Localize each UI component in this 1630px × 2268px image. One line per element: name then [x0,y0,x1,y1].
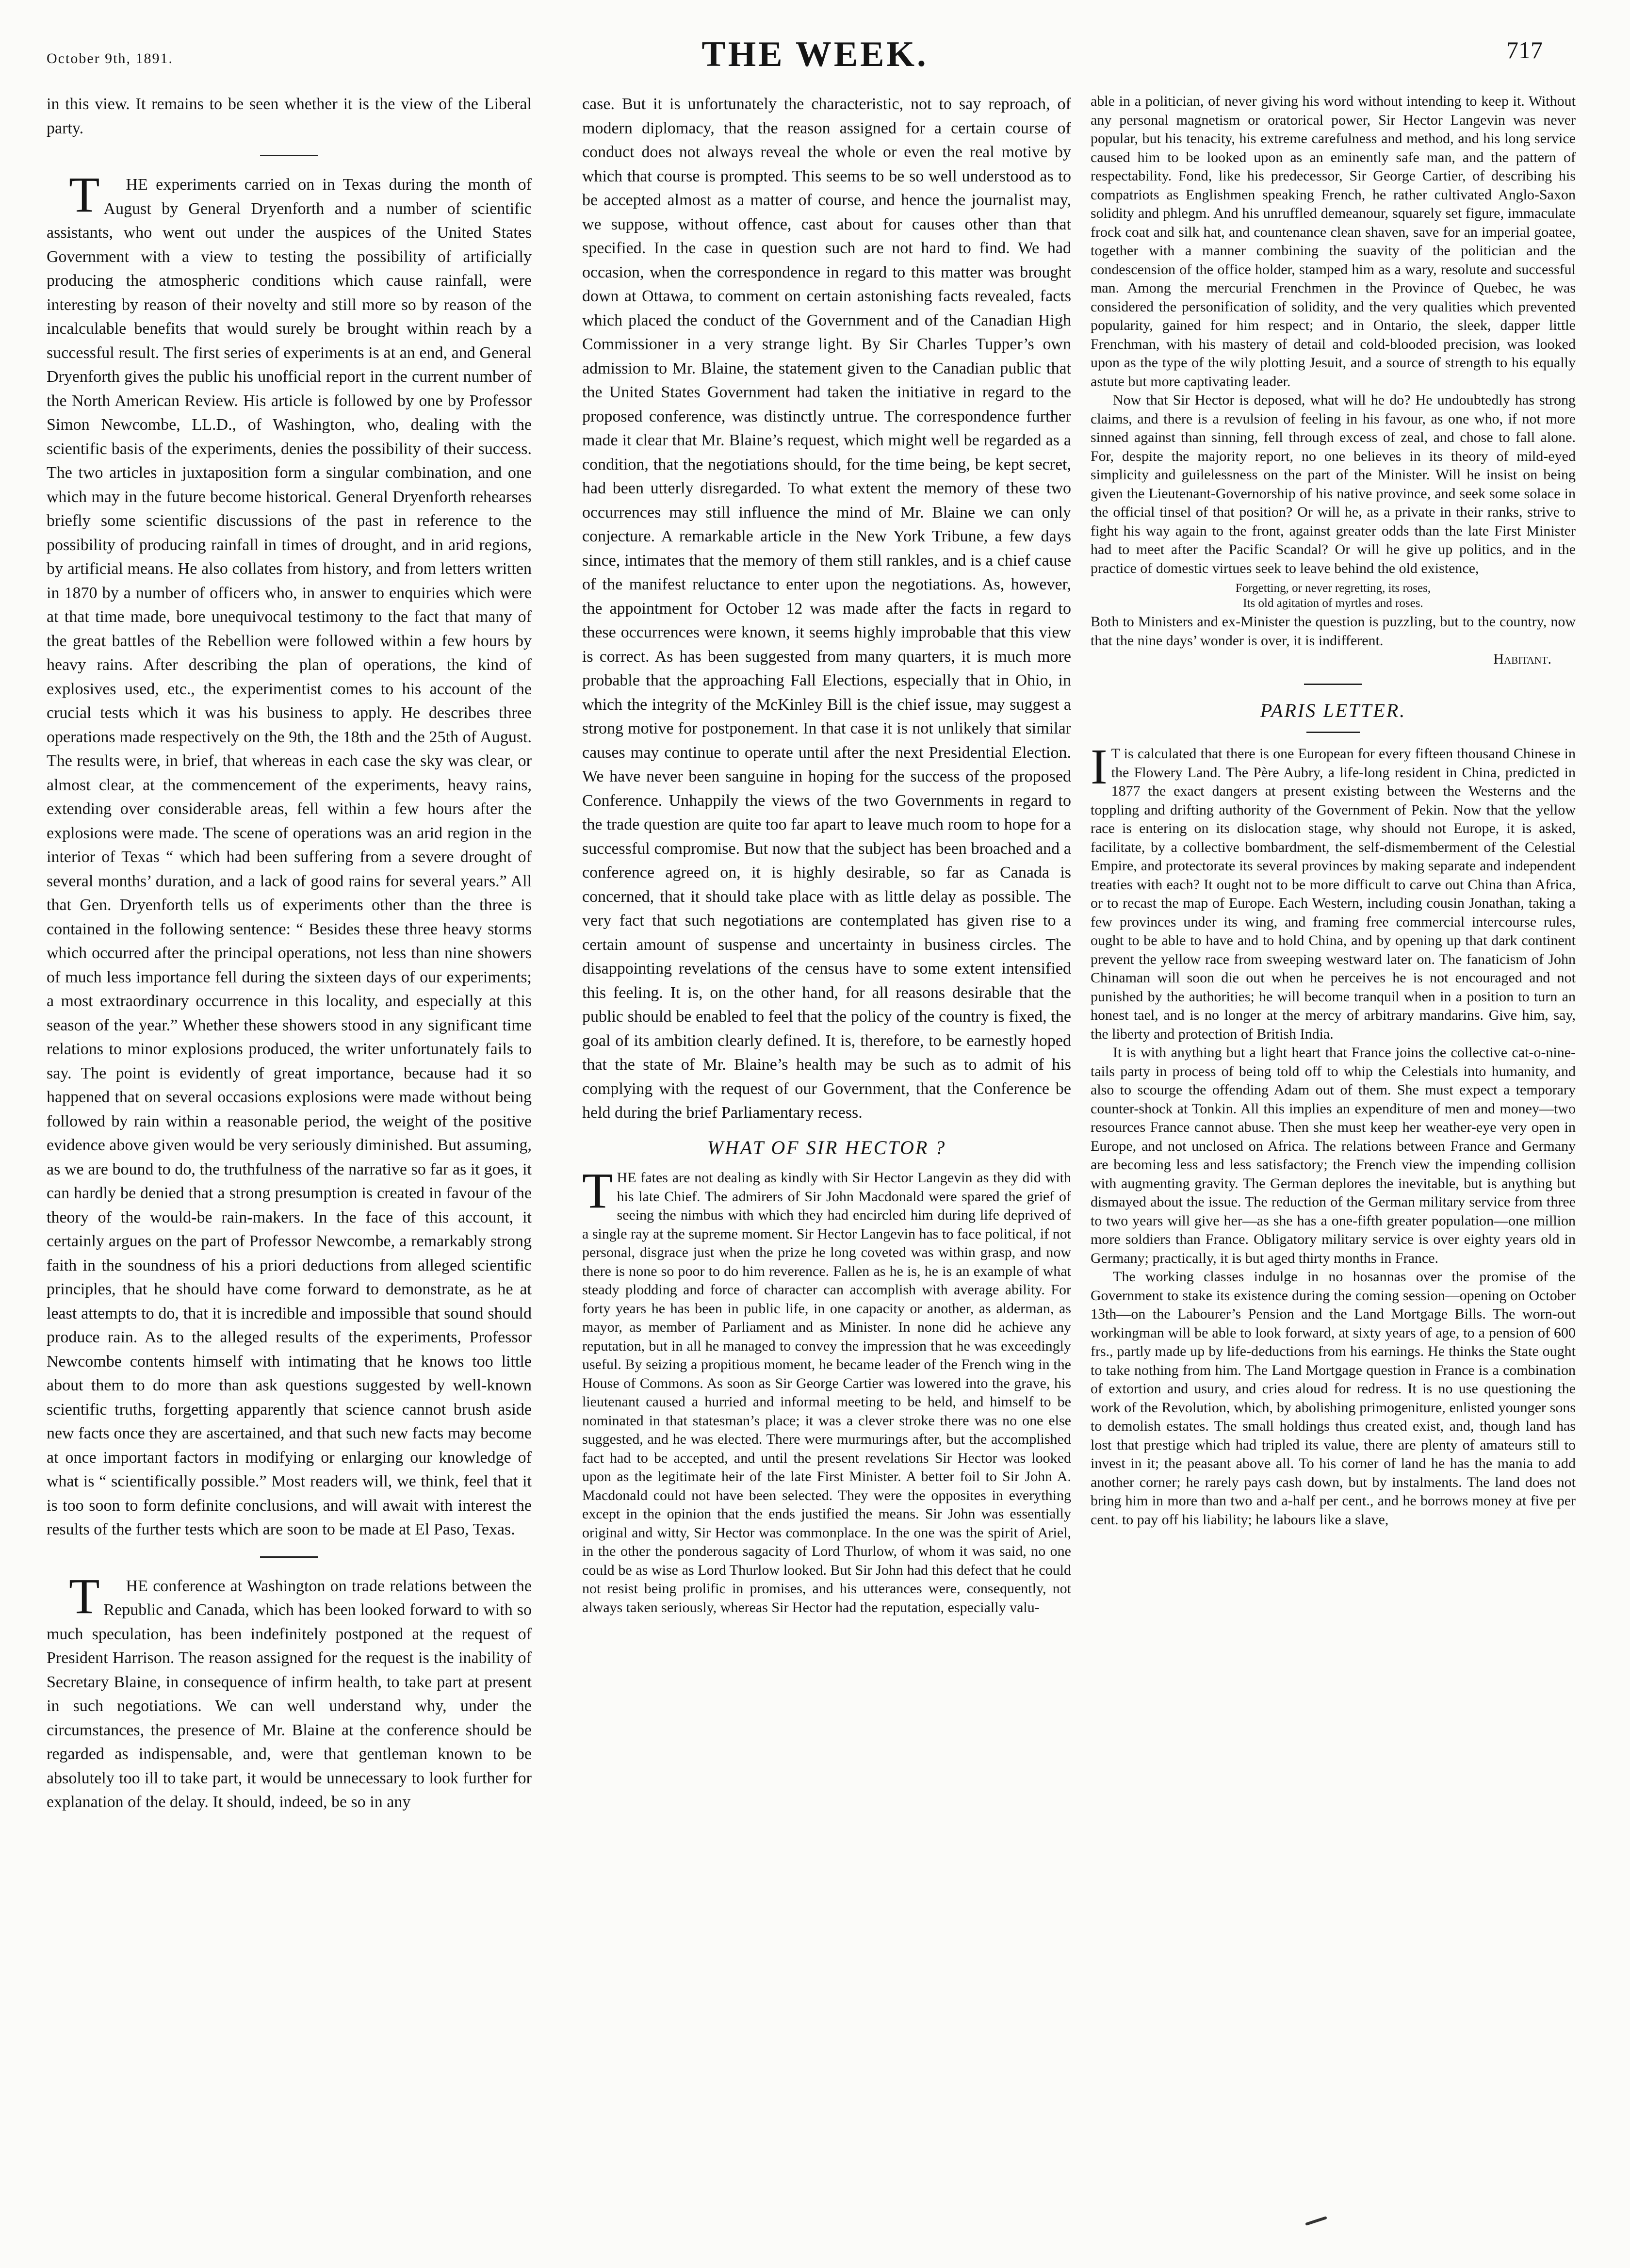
paris-letter-paragraph-2: It is with anything but a light heart that France joins the collective cat-o-nine-tails party in process of being told off to whip the Celestials into humanity, and also to scourge the offending Adam out of them. She must expect a temporary counter-shock at Tonkin. All this implies an expenditure of men and money—two resources France cannot abuse. Then she must keep her weather-eye very open in Europe, and not unclosed on Africa. The relations between France and Germany are becoming less and less satisfactory; the French view the impending collision with augmenting gravity. The German deplores the inevitable, but is anything but dismayed about the issue. The reduction of the German military service from three to two years will give her—as she has a one-fifth greater population—one million more soldiers than France. Obligatory military service is over eighty years old in Germany; practically, it is but aged thirty months in France. [1091,1044,1576,1266]
column-2 [582,92,1071,2236]
verse-line-1: Forgetting, or never regretting, its roses, [1235,582,1431,595]
sir-hector-now-paragraph: Now that Sir Hector is deposed, what will he do? He undoubtedly has strong claims, and there is a revulsion of feeling in his favour, as one who, if not more sinned against than sinning, fell through excess of zeal, and chose to fall alone. For, despite the majority report, no one believes in its theory of mild-eyed simplicity and guilelessness on the part of the Minister. Will he insist on being given the Lieutenant-Governorship of his native province, and seek some solace in the official tinsel of that position? Or will he, as a private in their ranks, strive to fight his way again to the front, against greater odds than the late First Minister had to meet after the Pacific Scandal? Or will he give up politics, and in the practice of domestic virtues seek to leave behind the old existence, [1091,392,1576,576]
sir-hector-article: THE fates are not dealing as kindly with Sir Hector Langevin as they did with his late Chief. The admirers of Sir John Macdonald were spared the grief of seeing the nimbus with which they had encircled him during life deprived of a single ray at the supreme moment. Sir Hector Langevin has to face political, if not personal, disgrace just when the prize he long coveted was within grasp, and now there is none so poor to do him reverence. Fallen as he is, he is an example of what steady plodding and force of character can accomplish with average ability. For forty years he has been in public life, in one capacity or another, as alderman, as mayor, as member of Parliament and as Minister. In none did he achieve any reputation, but in all he managed to convey the impression that he was exceedingly useful. By seizing a propitious moment, he became leader of the French wing in the House of Commons. As soon as Sir George Cartier was lowered into the grave, his lieutenant caused a hurried and informal meeting to be held, and himself to be nominated in that statesman’s place; it was a clever stroke there was no one else suggested, and he was elected. There were murmurings after, but the accomplished fact had to be accepted, and until the present revelations Sir Hector was looked upon as the legitimate heir of the late First Minister. A better foil to Sir John A. Macdonald could not have been selected. They were the opposites in everything except in the opinion that the ends justified the means. Sir John was essentially original and witty, Sir Hector was commonplace. In the one was the spirit of Ariel, in the other the ponderous sagacity of Lord Thurlow, of whom it was said, no one could be as wise as Lord Thurlow looked. But Sir John had this defect that he could not resist being prolific in promises, and his utterances were, consequently, not always taken seriously, whereas Sir Hector had the reputation, especially valu- [582,1163,1071,1615]
texas-rainfall-article: THE experiments carried on in Texas during the month of August by General Dryenforth and a number of scientific assistants, who went out under the auspices of the United States Government with a view to testing the possibility of artificially producing the atmospheric conditions which cause rainfall, were interesting by reason of their novelty and still more so by reason of the incalculable benefits that would surely be brought within reach by a successful result. The first series of experiments is at an end, and General Dryenforth gives the public his unofficial report in the current number of the North American Review. His article is followed by one by Professor Simon Newcombe, LL.D., of Washington, who, dealing with the scientific basis of the experiments, denies the possibility of their success. The two articles in juxtaposition form a singular combination, and one which may in the future become historical. General Dryenforth rehearses briefly some scientific discussions of the past in reference to the possibility of producing rainfall in times of drought, and in arid regions, by artificial means. He also collates from history, and from letters written in 1870 by a number of officers who, in answer to enquiries which were at that time made, bore unequivocal testimony to the fact that many of the great battles of the Rebellion were followed within a few hours by heavy rains. After describing the plan of operations, the kind of explosives used, etc., the experimentist comes to his account of the crucial tests which it was his business to apply. He describes three operations made respectively on the 9th, the 18th and the 25th of August. The results were, in brief, that whereas in each case the sky was clear, or almost clear, at the commencement of the experiments, heavy rains, extending over considerable areas, fell within a few hours after the explosions were made. The scene of operations was an arid region in the interior of Texas “ which had been suffering from a severe drought of several months’ duration, and a lack of good rains for several years.” All that Gen. Dryenforth tells us of experiments other than the three is contained in the following sentence: “ Besides these three heavy storms which occurred after the principal operations, not less than nine showers of much less importance fell during the sixteen days of our experiments; a most extraordinary occurrence in this locality, and especially at this season of the year.” Whether these showers stood in any significant time relations to minor explosions produced, the writer unfortunately fails to say. The point is evidently of great importance, because had it so happened that on several occasions explosions were made without being followed by rain within a reasonable period, the weight of the positive evidence above given would be very seriously diminished. But assuming, as we are bound to do, the truthfulness of the narrative so far as it goes, it can hardly be denied that a strong presumption is created in favour of the theory of the would-be rain-makers. In the face of this account, it certainly argues on the part of Professor Newcombe, a remarkably strong faith in the soundness of his a priori deductions from alleged scientific principles, that he should have come forward to demonstrate, as he at least attempts to do, that it is incredible and impossible that sound should produce rain. As to the alleged results of the experiments, Professor Newcombe contents himself with intimating that he knows too little about them to do more than ask questions suggested by well-known scientific truths, forgetting apparently that science cannot brush aside new facts once they are ascertained, and that such new facts may become at once important factors in modifying or enlarging our knowledge of what is “ scientifically possible.” Most readers will, we think, feel that it is too soon to form definite conclusions, and will await with interest the results of the further tests which are soon to be made at El Paso, Texas. [47,167,532,1538]
column-1 [47,92,532,2236]
verse-quote [1091,581,1576,611]
publication-title: THE WEEK. [701,34,929,74]
sir-hector-heading: WHAT OF SIR HECTOR ? [707,1136,946,1158]
paris-letter-paragraph-1: IT is calculated that there is one European for every fifteen thousand Chinese in the Flowery Land. The Père Aubry, a life-long resident in China, predicted in 1877 the exact dangers at present existing between the Westerns and the toppling and drifting authority of the Government of Pekin. Now that the yellow race is entering on its dislocation stage, why should not Europe, it is asked, facilitate, by a collective bombardment, the self-dismemberment of the Celestial Empire, and protectorate its several provinces by making separate and independent treaties with each? It ought not to be more difficult to carve out China than Africa, or to recast the map of Europe. Each Western, including cousin Jonathan, taking a few provinces under its wing, and framing free commercial intercourse rules, ought to be able to have and to hold China, and by opening up that dark continent prevent the yellow race from sweeping westward later on. The fanaticism of John Chinaman will soon die out when he perceives he is not encouraged and not punished by the authorities; he will become tranquil when in a position to turn an honest tael, and is no longer at the mercy of arbitrary mandarins. Give him, say, the liberty and protection of British India. [1091,739,1576,1042]
running-head [0,29,1630,82]
paris-letter-heading: PARIS LETTER. [1260,699,1406,721]
section-divider [260,1556,318,1558]
paris-letter-paragraph-3: The working classes indulge in no hosannas over the promise of the Government to stake its existence during the coming session—opening on October 13th—on the Labourer’s Pension and the Land Mortgage Bills. The worn-out workingman will be able to look forward, at sixty years of age, to a pension of 600 frs., partly made up by life-deductions from his earnings. He thinks the State ought to take nothing from him. The Land Mortgage question in France is a combination of extortion and usury, and cries aloud for redress. It is no use questioning the work of the Revolution, which, by abolishing primogeniture, enlisted younger sons to demolish estates. The small holdings thus created exist, and, though land has lost that prestige which had tripled its value, there are plenty of amateurs still to invest in it; the peasant above all. To his corner of land he has the mania to add another corner; he rarely pays cash down, but by instalments. The land does not bring him in more than two and a-half per cent., and he borrows money at five per cent. to pay off his liability; he labours like a slave, [1091,1269,1576,1528]
washington-conference-article: THE conference at Washington on trade relations between the Republic and Canada, which has been looked forward to with so much speculation, has been indefinitely postponed at the request of President Harrison. The reason assigned for the request is the inability of Secretary Blaine, in consequence of infirm health, to take part at present in such negotiations. We can well understand why, under the circumstances, the presence of Mr. Blaine at the conference should be regarded as indispensable, and, were that gentleman known to be absolutely too ill to take part, it would be unnecessary to look further for explanation of the delay. It should, indeed, be so in any [47,1568,532,1811]
section-divider [260,155,318,156]
issue-date: October 9th, 1891. [47,50,173,66]
liberal-party-paragraph-end: in this view. It remains to be seen whether it is the view of the Liberal party. [47,95,532,137]
verse-line-2: Its old agitation of myrtles and roses. [1243,597,1423,610]
washington-conference-continued: case. But it is unfortunately the characteristic, not to say reproach, of modern diplomacy, that the reason assigned for a certain course of conduct does not always reveal the whole or even the real motive by which that course is prompted. This seems to be so well understood as to be accepted almost as a matter of course, and hence the journalist may, we suppose, without offence, cast about for causes other than that specified. In the case in question such are not hard to find. We had occasion, when the correspondence in regard to this matter was brought down at Ottawa, to comment on certain astonishing facts revealed, facts which placed the conduct of the Government and of the Canadian High Commissioner in a very strange light. By Sir Charles Tupper’s own admission to Mr. Blaine, the statement given to the Canadian public that the United States Government had taken the initiative in regard to the proposed conference, was distinctly untrue. The correspondence further made it clear that Mr. Blaine’s request, which might well be regarded as a condition, that the negotiations should, for the time being, be kept secret, had been utterly disregarded. To what extent the memory of these two occurrences may still influence the mind of Mr. Blaine we can only conjecture. A remarkable article in the New York Tribune, a few days since, intimates that the memory of them still rankles, and is a chief cause of the manifest reluctance to enter upon the negotiations. As, however, the appointment for October 12 was made after the facts in regard to these occurrences were known, it seems highly improbable that this view is correct. As has been suggested from many quarters, it is much more probable that the approaching Fall Elections, especially that in Ohio, in which the integrity of the McKinley Bill is the chief issue, may suggest a strong motive for postponement. In that case it is not unlikely that similar causes may continue to operate until after the next Presidential Election. We have never been sanguine in hoping for the success of the proposed Conference. Unhappily the views of the two Governments in regard to the trade question are quite too far apart to leave much room to hope for a successful compromise. But now that the subject has been broached and a conference agreed on, it is highly desirable, so far as Canada is concerned, that it should take place with as little delay as possible. The very fact that such negotiations are contemplated has given rise to a certain amount of suspense and uncertainty in business circles. The disappointing revelations of the census have to some extent intensified this feeling. It is, on the other hand, for all reasons desirable that the public should be enabled to feel that the policy of the country is fixed, the goal of its ambition clearly defined. It is, therefore, to be earnestly hoped that the state of Mr. Blaine’s health may be such as to admit of his complying with the request of our Government, that the Conference be held during the brief Parliamentary recess. [582,95,1071,1122]
column-3 [1091,92,1576,2236]
page-number: 717 [1506,36,1543,64]
author-signature: Habitant. [1493,651,1551,667]
heading-underline [1306,732,1360,733]
sir-hector-continued: able in a politician, of never giving his word without intending to keep it. Without any personal magnetism or oratorical power, Sir Hector Langevin was never popular, but his tenacity, his extreme carefulness and method, and his long service caused him to be looked upon as an eminently safe man, and the pattern of respectability. Fond, like his predecessor, Sir George Cartier, of describing his compatriots as Englishmen speaking French, he rather cultivated Anglo-Saxon solidity and phlegm. And his unruffled demeanour, squarely set figure, immaculate frock coat and silk hat, and countenance clean shaven, save for an imperial goatee, together with a manner combining the suavity of the politician and the condescension of the office holder, stamped him as a wary, resolute and successful man. Among the mercurial Frenchmen in the Province of Quebec, he was considered the personification of solidity, and the very qualities which prevented popularity, gained for him respect; and in Ontario, the sleek, dapper little Frenchman, with his mastery of detail and cold-blooded precision, was looked upon as the type of the wily plotting Jesuit, and a source of strength to his equally astute but more captivating leader. [1091,93,1576,390]
section-divider [1304,684,1362,685]
sir-hector-conclusion: Both to Ministers and ex-Minister the question is puzzling, but to the country, now that the nine days’ wonder is over, it is indifferent. [1091,614,1576,649]
